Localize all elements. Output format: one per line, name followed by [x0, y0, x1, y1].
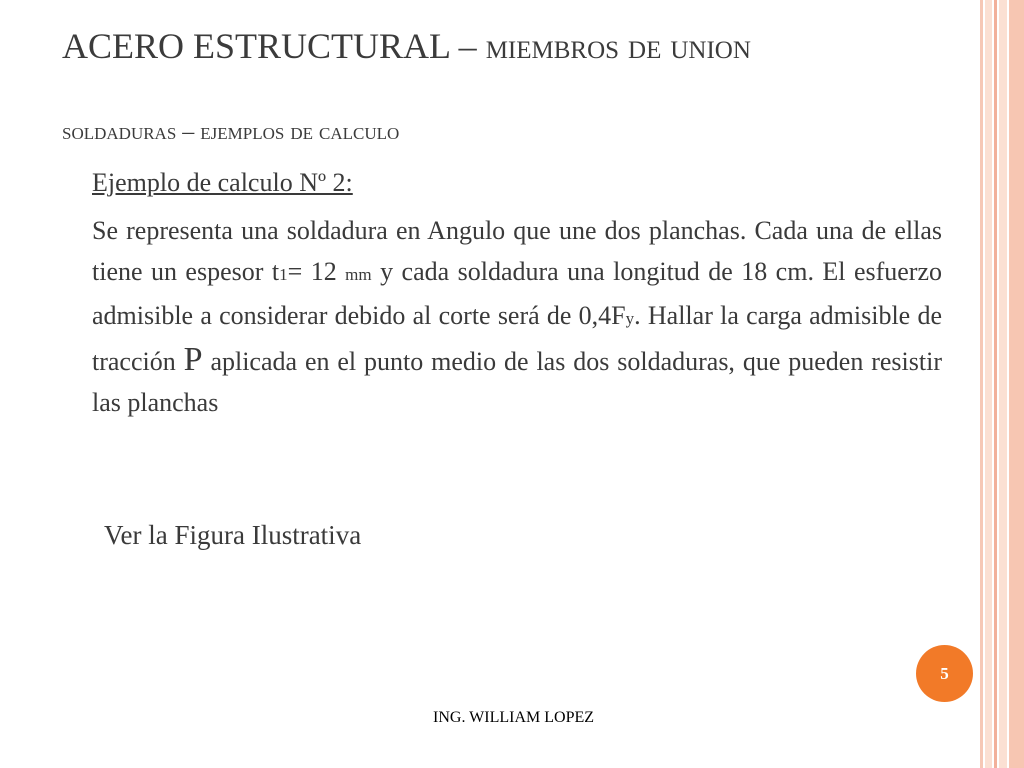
problem-statement — [92, 210, 942, 423]
decorative-stripe — [1009, 0, 1024, 768]
body-part-4: . Hallar la carga admisible de tracción — [92, 301, 943, 376]
slide-number-badge — [916, 645, 973, 702]
decorative-stripe — [985, 0, 992, 768]
body-part-5: aplicada en el punto medio de las dos soldaduras, que pueden resistir las planchas — [92, 347, 942, 417]
body-part-1: Se representa una soldadura en Angulo que une dos planchas. Cada una de ellas tiene un espesor t — [92, 216, 942, 286]
decorative-stripe — [999, 0, 1007, 768]
subscript-y: y — [625, 309, 635, 328]
unit-mm: mm — [345, 265, 372, 284]
decorative-stripe — [994, 0, 997, 768]
body-part-3: y cada soldadura una longitud de 18 cm. El esfuerzo admisible a considerar debido al corte será de 0,4F — [92, 257, 943, 330]
example-heading: Ejemplo de calculo Nº 2: — [92, 168, 353, 197]
slide-number: 5 — [940, 663, 949, 683]
slide-subtitle: soldaduras – ejemplos de calculo — [62, 119, 400, 145]
subscript-1: 1 — [279, 265, 288, 284]
load-symbol: P — [183, 341, 203, 378]
body-part-2: = 12 — [287, 257, 346, 286]
title-rest: miembros de union — [476, 26, 751, 66]
see-figure-text: Ver la Figura Ilustrativa — [104, 520, 362, 550]
title-main: ACERO ESTRUCTURAL – — [62, 26, 477, 66]
slide-title — [62, 26, 842, 66]
decorative-stripe — [980, 0, 983, 768]
footer-author: ING. WILLIAM LOPEZ — [433, 709, 595, 726]
